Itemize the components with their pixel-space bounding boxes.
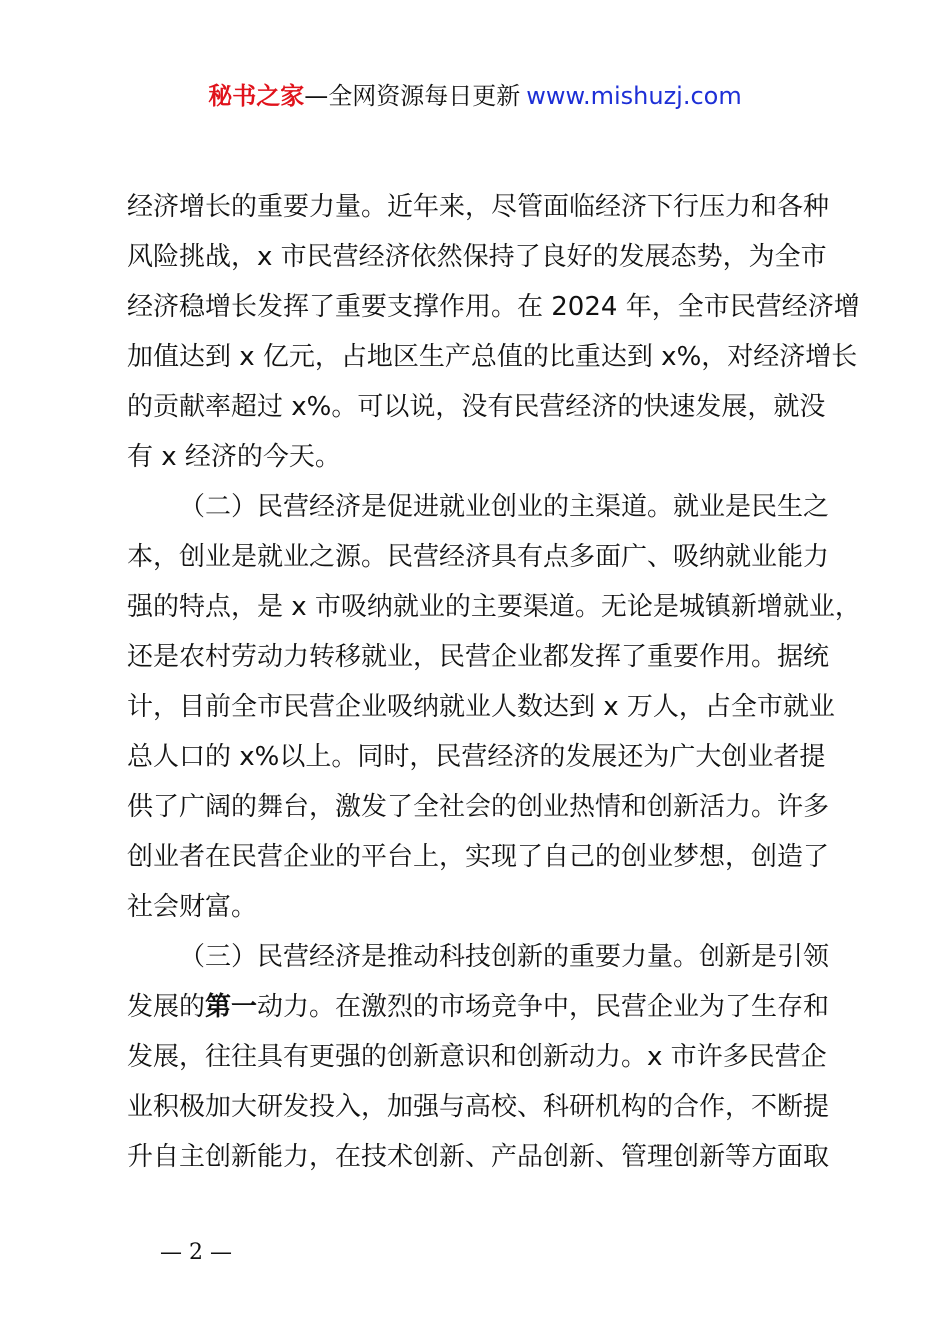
text-line: 有 x 经济的今天。: [127, 442, 341, 472]
section-heading-line: （三）民营经济是推动科技创新的重要力量。创新是引领: [179, 942, 830, 972]
text-line: 经济稳增长发挥了重要支撑作用。在 2024 年，全市民营经济增: [127, 292, 860, 322]
text-line: 业积极加大研发投入，加强与高校、科研机构的合作，不断提: [127, 1092, 830, 1122]
text-line: 社会财富。: [127, 892, 258, 922]
document-body: [127, 182, 861, 1182]
text-line: 总人口的 x%以上。同时，民营经济的发展还为广大创业者提: [127, 742, 826, 772]
text-line: 经济增长的重要力量。近年来，尽管面临经济下行压力和各种: [127, 192, 830, 222]
text-line: 创业者在民营企业的平台上，实现了自己的创业梦想，创造了: [127, 842, 830, 872]
text-line: 计，目前全市民营企业吸纳就业人数达到 x 万人，占全市就业: [127, 692, 835, 722]
text-line: 升自主创新能力，在技术创新、产品创新、管理创新等方面取: [127, 1142, 830, 1172]
text-line: 本，创业是就业之源。民营经济具有点多面广、吸纳就业能力: [127, 542, 830, 572]
text-line: 的贡献率超过 x%。可以说，没有民营经济的快速发展，就没: [127, 392, 826, 422]
site-url-link[interactable]: www.mishuzj.com: [526, 82, 742, 110]
text-line: 风险挑战，x 市民营经济依然保持了良好的发展态势，为全市: [127, 242, 827, 272]
header-slogan: 全网资源每日更新: [328, 82, 521, 110]
text-line: [127, 982, 835, 1032]
header-dash: —: [304, 82, 329, 110]
text-run: 发展的: [127, 992, 206, 1022]
brand-name: 秘书之家: [208, 82, 305, 110]
text-line: 强的特点，是 x 市吸纳就业的主要渠道。无论是城镇新增就业，: [127, 592, 861, 622]
text-run: 动力。在激烈的市场竞争中，民营企业为了生存和: [257, 992, 830, 1022]
site-header: [0, 78, 950, 114]
text-line: 还是农村劳动力转移就业，民营企业都发挥了重要作用。据统: [127, 642, 830, 672]
section-heading-line: （二）民营经济是促进就业创业的主渠道。就业是民生之: [179, 492, 830, 522]
text-line: 加值达到 x 亿元，占地区生产总值的比重达到 x%，对经济增长: [127, 342, 858, 372]
bold-text-run: 第一: [205, 992, 258, 1022]
text-line: 发展，往往具有更强的创新意识和创新动力。x 市许多民营企: [127, 1042, 827, 1072]
page-number: — 2 —: [160, 1240, 232, 1265]
text-line: 供了广阔的舞台，激发了全社会的创业热情和创新活力。许多: [127, 792, 830, 822]
